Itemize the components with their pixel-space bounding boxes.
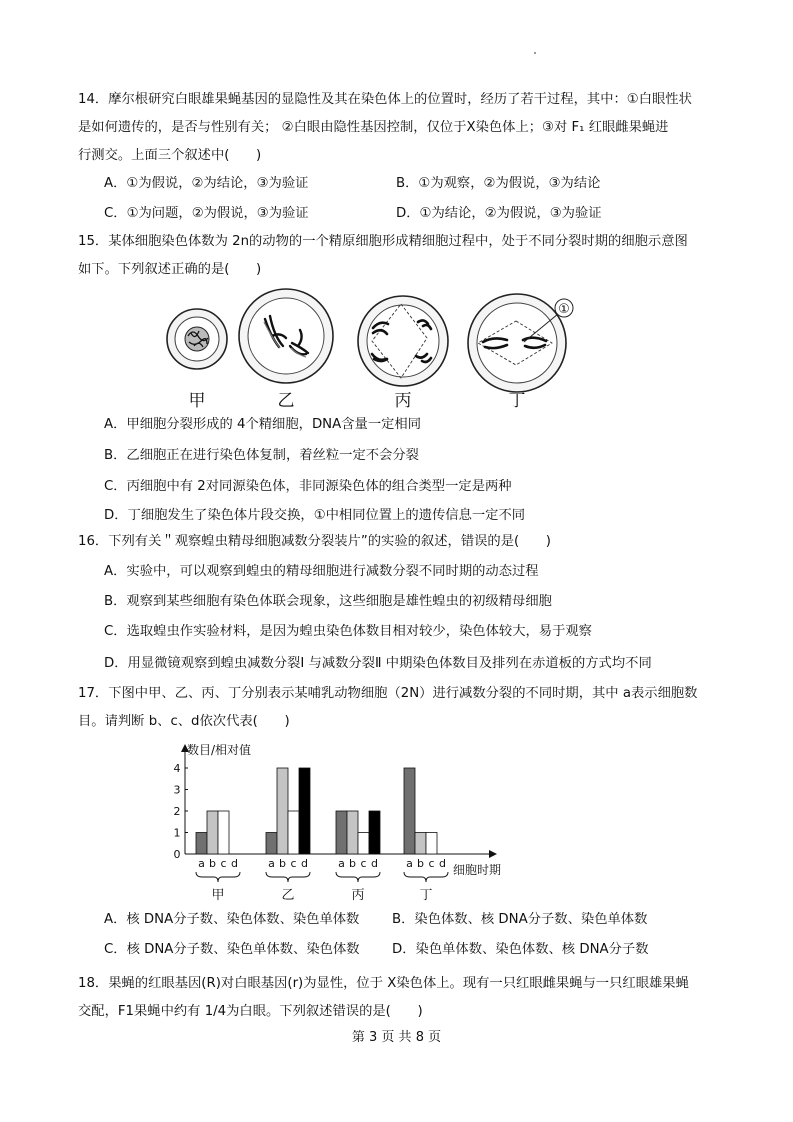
y-tick-label: 1 <box>173 826 181 840</box>
q17-option-b[interactable]: B．染色体数、核 DNA分子数、染色单体数 <box>392 912 648 927</box>
bar-丁-b <box>415 833 426 855</box>
category-label-丙: 丙 <box>351 888 365 903</box>
q14-option-b[interactable]: B．①为观察，②为假说，③为结论 <box>396 176 601 191</box>
q18-line-1: 18．果蝇的红眼基因(R)对白眼基因(r)为显性，位于 X染色体上。现有一只红眼雌果蝇与一只红眼雄果蝇 <box>78 976 689 991</box>
q14-option-a[interactable]: A．①为假说，②为结论，③为验证 <box>104 176 309 191</box>
scan-dot <box>534 52 536 54</box>
bar-sub-label: d <box>231 857 238 870</box>
q17-line-2: 目。请判断 b、c、d依次代表( ) <box>78 714 290 729</box>
q15-line-1: 15．某体细胞染色体数为 2n的动物的一个精原细胞形成精细胞过程中，处于不同分裂时期的细胞示意图 <box>78 234 688 249</box>
q16-option-a[interactable]: A．实验中，可以观察到蝗虫的精母细胞进行减数分裂不同时期的动态过程 <box>104 564 539 579</box>
q16-option-b[interactable]: B．观察到某些细胞有染色体联会现象，这些细胞是雄性蝗虫的初级精母细胞 <box>104 594 552 609</box>
question-15 <box>78 228 728 284</box>
bar-sub-label: c <box>220 857 227 870</box>
bar-sub-label: a <box>338 857 345 870</box>
bar-sub-label: b <box>279 857 286 870</box>
cell-division-figure <box>160 286 580 412</box>
cell-bing <box>358 296 448 386</box>
bar-sub-label: a <box>268 857 275 870</box>
bar-甲-a <box>196 833 207 855</box>
q16-option-d[interactable]: D．用显微镜观察到蝗虫减数分裂Ⅰ 与减数分裂Ⅱ 中期染色体数目及排列在赤道板的方式均不同 <box>104 656 652 671</box>
bar-sub-label: a <box>198 857 205 870</box>
q18-line-2: 交配，F1果蝇中约有 1/4为白眼。下列叙述错误的是( ) <box>78 1004 423 1019</box>
bar-乙-a <box>266 833 277 855</box>
page-footer: 第 3 页 共 8 页 <box>351 1030 442 1045</box>
label-yi: 乙 <box>277 391 295 411</box>
bar-丙-b <box>347 811 358 854</box>
bar-sub-label: b <box>209 857 216 870</box>
bar-乙-d <box>299 768 310 854</box>
bar-sub-label: d <box>301 857 308 870</box>
q15-option-a[interactable]: A．甲细胞分裂形成的 4个精细胞，DNA含量一定相同 <box>104 417 422 432</box>
q14-line-3: 行测交。上面三个叙述中( ) <box>78 148 262 163</box>
q17-option-a[interactable]: A．核 DNA分子数、染色体数、染色单体数 <box>104 912 360 927</box>
label-bing: 丙 <box>394 391 412 411</box>
bar-sub-label: b <box>417 857 424 870</box>
bar-甲-b <box>207 811 218 854</box>
category-label-丁: 丁 <box>419 888 433 903</box>
group-brace <box>266 872 310 882</box>
q14-line-1: 14．摩尔根研究白眼雄果蝇基因的显隐性及其在染色体上的位置时，经历了若干过程，其中：①白眼性状 <box>78 92 692 107</box>
question-17 <box>78 680 728 736</box>
bar-丁-c <box>426 833 437 855</box>
group-brace <box>336 872 380 882</box>
bar-sub-label: b <box>349 857 356 870</box>
cell-yi <box>239 289 333 383</box>
q16-option-c[interactable]: C．选取蝗虫作实验材料，是因为蝗虫染色体数目相对较少，染色体较大，易于观察 <box>104 624 592 639</box>
q15-option-d[interactable]: D．丁细胞发生了染色体片段交换，①中相同位置上的遗传信息一定不同 <box>104 508 526 523</box>
bar-丙-c <box>358 833 369 855</box>
y-tick-label: 0 <box>173 848 181 861</box>
q17-option-c[interactable]: C．核 DNA分子数、染色单体数、染色体数 <box>104 942 360 957</box>
question-16 <box>78 528 728 556</box>
y-tick-label: 3 <box>173 783 181 797</box>
group-brace <box>404 872 448 882</box>
y-axis-label: 数目/相对值 <box>187 743 252 757</box>
category-label-乙: 乙 <box>281 888 295 903</box>
x-axis-label: 细胞时期 <box>453 863 502 877</box>
q14-line-2: 是如何遗传的，是否与性别有关； ②白眼由隐性基因控制，仅位于X染色体上；③对 F₁ 红眼雌果蝇进 <box>78 120 669 135</box>
y-tick-label: 4 <box>173 762 181 775</box>
bar-丙-d <box>369 811 380 854</box>
bar-sub-label: d <box>439 857 446 870</box>
category-label-甲: 甲 <box>211 888 225 903</box>
bar-甲-c <box>218 811 229 854</box>
label-jia: 甲 <box>188 391 206 411</box>
q15-option-b[interactable]: B．乙细胞正在进行染色体复制，着丝粒一定不会分裂 <box>104 448 419 463</box>
bar-乙-b <box>277 768 288 854</box>
q17-option-d[interactable]: D．染色单体数、染色体数、核 DNA分子数 <box>392 942 649 957</box>
cell-ding <box>468 294 573 392</box>
q14-option-c[interactable]: C．①为问题，②为假说，③为验证 <box>104 206 309 221</box>
bar-sub-label: c <box>290 857 297 870</box>
q14-option-d[interactable]: D．①为结论，②为假说，③为验证 <box>396 206 602 221</box>
q17-line-1: 17．下图中甲、乙、丙、丁分别表示某哺乳动物细胞（2N）进行减数分裂的不同时期，其中 a表示细胞数 <box>78 686 698 701</box>
bar-丙-a <box>336 811 347 854</box>
circle-one-marker: ① <box>558 302 570 317</box>
q15-option-c[interactable]: C．丙细胞中有 2对同源染色体，非同源染色体的组合类型一定是两种 <box>104 479 512 494</box>
question-14 <box>78 86 728 170</box>
question-18 <box>78 970 728 1026</box>
q15-line-2: 如下。下列叙述正确的是( ) <box>78 262 262 277</box>
bar-sub-label: c <box>428 857 435 870</box>
bar-乙-c <box>288 811 299 854</box>
bar-sub-label: c <box>360 857 367 870</box>
bar-sub-label: d <box>371 857 378 870</box>
bar-丁-a <box>404 768 415 854</box>
cell-jia <box>167 309 227 369</box>
label-ding: 丁 <box>508 391 526 411</box>
group-brace <box>196 872 240 882</box>
y-tick-label: 2 <box>173 805 181 818</box>
bar-sub-label: a <box>406 857 413 870</box>
q16-line-1: 16．下列有关＂观察蝗虫精母细胞减数分裂装片”的实验的叙述，错误的是( ) <box>78 534 551 549</box>
bar-chart <box>160 738 520 904</box>
